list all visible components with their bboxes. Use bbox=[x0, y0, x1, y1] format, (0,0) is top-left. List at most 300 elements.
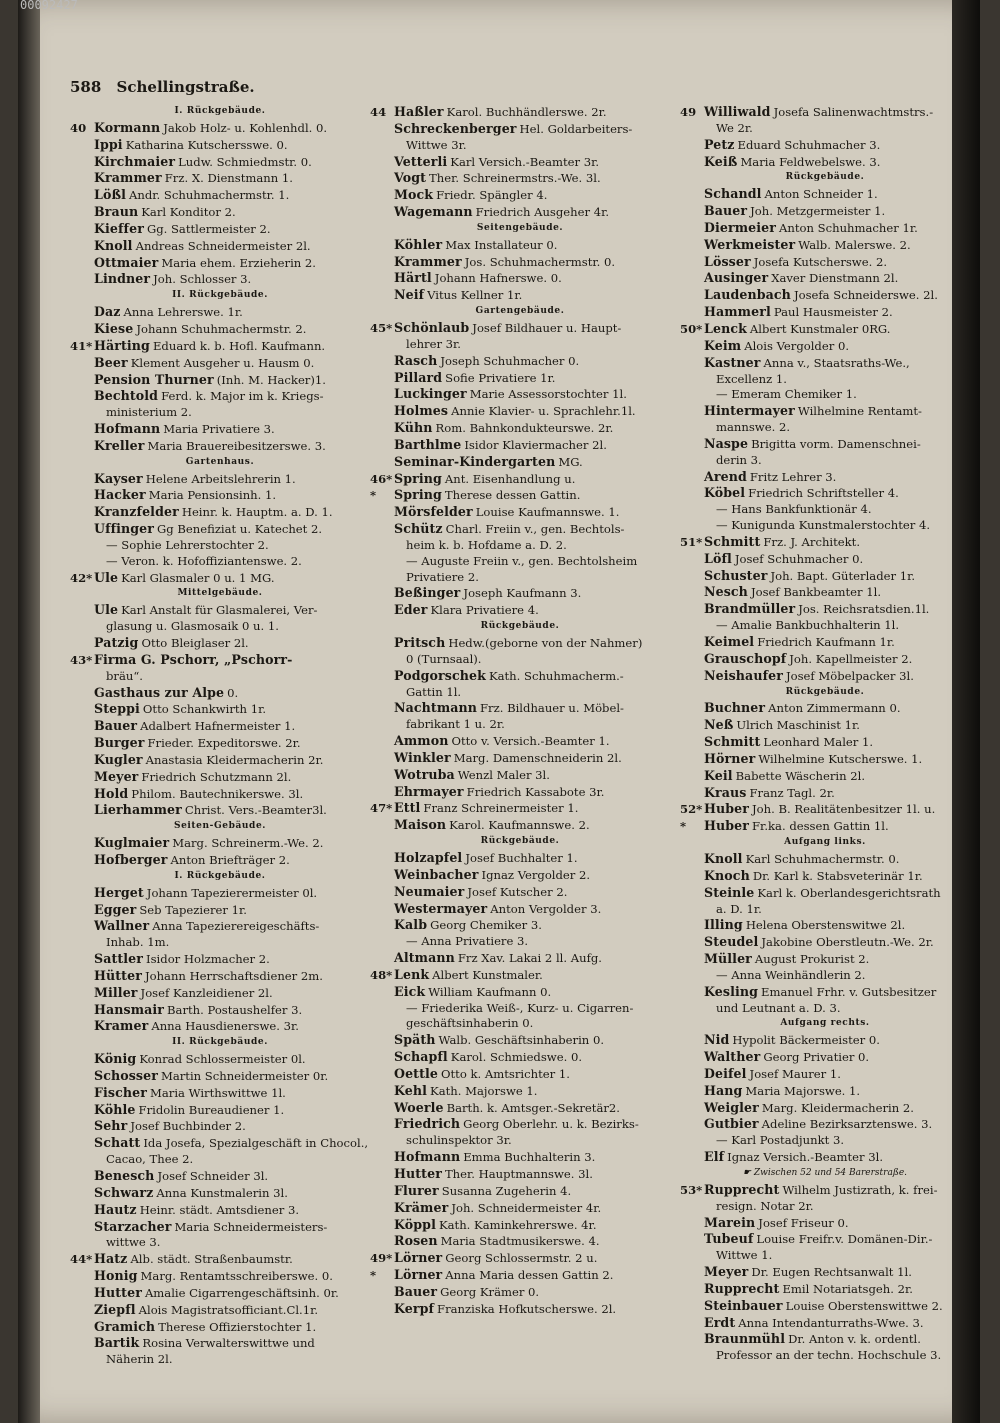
resident-name: Naspe bbox=[704, 435, 749, 451]
entry-continuation: Gattin 1l. bbox=[406, 684, 462, 699]
directory-entry bbox=[370, 487, 670, 504]
directory-entry bbox=[370, 437, 670, 454]
resident-name: Rupprecht bbox=[704, 1280, 780, 1296]
directory-entry bbox=[370, 1301, 670, 1318]
resident-detail: Helene Arbeitslehrerin 1. bbox=[145, 471, 296, 486]
directory-entry bbox=[370, 1083, 670, 1100]
house-number: 42* bbox=[70, 570, 93, 585]
directory-entry bbox=[370, 750, 670, 767]
resident-detail: Georg Chemiker 3. bbox=[430, 918, 542, 933]
directory-entry bbox=[70, 1168, 370, 1185]
directory-entry bbox=[70, 1251, 370, 1268]
directory-entry bbox=[70, 786, 370, 803]
resident-name: König bbox=[94, 1051, 137, 1067]
directory-entry bbox=[70, 1285, 370, 1302]
resident-detail: Emma Buchhalterin 3. bbox=[463, 1150, 596, 1165]
resident-detail: Fr.ka. dessen Gattin 1l. bbox=[752, 819, 889, 834]
directory-entry bbox=[680, 751, 970, 768]
directory-entry bbox=[370, 154, 670, 171]
directory-entry bbox=[70, 1319, 370, 1336]
directory-entry bbox=[680, 154, 970, 171]
resident-name: Kehl bbox=[394, 1082, 428, 1098]
directory-entry bbox=[680, 203, 970, 220]
column-2 bbox=[370, 104, 670, 1318]
resident-name: Schmitt bbox=[704, 734, 761, 750]
directory-entry bbox=[70, 918, 370, 935]
directory-entry bbox=[680, 785, 970, 802]
entry-continuation: — Emeram Chemiker 1. bbox=[716, 387, 857, 402]
directory-entry bbox=[70, 1051, 370, 1068]
resident-name: Huber bbox=[704, 818, 750, 834]
resident-name: Schatt bbox=[94, 1135, 141, 1151]
directory-entry bbox=[70, 154, 370, 171]
resident-detail: Anna Hausdienerswe. 3r. bbox=[151, 1019, 299, 1034]
section-heading: Seiten-Gebäude. bbox=[173, 821, 267, 832]
resident-detail: Wilhelmine Rentamt- bbox=[797, 404, 922, 419]
directory-entry bbox=[70, 1002, 370, 1019]
directory-entry bbox=[680, 1032, 970, 1049]
house-number: 51* bbox=[680, 534, 703, 549]
resident-name: Ziepfl bbox=[94, 1301, 136, 1317]
directory-entry bbox=[370, 1149, 670, 1166]
resident-name: Wagemann bbox=[394, 204, 473, 220]
resident-detail: Anna Lehrerswe. 1r. bbox=[123, 305, 243, 320]
resident-detail: Fritz Lehrer 3. bbox=[749, 469, 837, 484]
entry-continuation: — Karl Postadjunkt 3. bbox=[716, 1133, 845, 1148]
directory-entry bbox=[70, 221, 370, 238]
directory-entry bbox=[70, 802, 370, 819]
resident-name: Spring bbox=[394, 487, 442, 503]
resident-name: Schmitt bbox=[704, 533, 761, 549]
resident-name: Neß bbox=[704, 717, 734, 733]
resident-name: Hofmann bbox=[94, 421, 161, 437]
resident-name: Bauer bbox=[704, 203, 748, 219]
resident-name: Kesling bbox=[704, 983, 759, 999]
directory-entry bbox=[70, 769, 370, 786]
resident-name: Hintermayer bbox=[704, 403, 795, 419]
house-number: 50* bbox=[680, 321, 703, 336]
resident-name: Schuster bbox=[704, 567, 768, 583]
directory-entry bbox=[370, 420, 670, 437]
directory-entry bbox=[370, 237, 670, 254]
resident-name: Lörner bbox=[394, 1250, 443, 1266]
resident-name: Pillard bbox=[394, 369, 443, 385]
directory-entry bbox=[70, 521, 370, 538]
resident-name: Bartik bbox=[94, 1335, 140, 1351]
resident-detail: Ida Josefa, Spezialgeschäft in Chocol., bbox=[143, 1136, 369, 1151]
directory-entry bbox=[370, 504, 670, 521]
resident-detail: Joh. B. Realitätenbesitzer 1l. u. bbox=[752, 802, 936, 817]
resident-detail: Frz. J. Architekt. bbox=[763, 534, 861, 549]
scan-code: 00092427 bbox=[20, 0, 78, 12]
directory-entry bbox=[70, 487, 370, 504]
resident-detail: Marg. Schreinerm.-We. 2. bbox=[172, 836, 324, 851]
resident-name: Starzacher bbox=[94, 1218, 172, 1234]
house-number: * bbox=[370, 488, 377, 503]
resident-detail: Otto Schankwirth 1r. bbox=[142, 702, 267, 717]
entry-continuation: — Hans Bankfunktionär 4. bbox=[716, 502, 872, 517]
resident-detail: Hedw.(geborne von der Nahmer) bbox=[448, 636, 643, 650]
directory-entry bbox=[370, 1049, 670, 1066]
resident-detail: Seb Tapezierer 1r. bbox=[139, 902, 247, 917]
resident-name: Gramich bbox=[94, 1318, 156, 1334]
resident-name: Härtl bbox=[394, 270, 432, 286]
house-number: 48* bbox=[370, 967, 393, 982]
resident-name: Steinle bbox=[704, 884, 755, 900]
directory-entry bbox=[70, 852, 370, 869]
resident-name: Späth bbox=[394, 1032, 436, 1048]
directory-entry bbox=[680, 734, 970, 751]
resident-name: Illing bbox=[704, 917, 743, 933]
resident-name: Friedrich bbox=[394, 1116, 461, 1132]
resident-detail: Anton Vergolder 3. bbox=[490, 901, 602, 916]
directory-page bbox=[18, 0, 980, 1423]
resident-detail: Maria ehem. Erzieherin 2. bbox=[161, 255, 316, 270]
resident-name: Pension Thurner bbox=[94, 371, 214, 387]
resident-name: Hatz bbox=[94, 1251, 128, 1267]
resident-name: Holmes bbox=[394, 403, 449, 419]
resident-detail: Alb. städt. Straßenbaumstr. bbox=[130, 1252, 293, 1267]
directory-entry bbox=[680, 1315, 970, 1332]
directory-entry bbox=[680, 934, 970, 951]
directory-entry bbox=[680, 1066, 970, 1083]
directory-entry bbox=[70, 1118, 370, 1135]
entry-continuation: glasung u. Glasmosaik 0 u. 1. bbox=[106, 619, 279, 634]
resident-name: Lenck bbox=[704, 320, 747, 336]
directory-entry bbox=[70, 685, 370, 702]
directory-entry bbox=[680, 137, 970, 154]
resident-name: Kieffer bbox=[94, 220, 144, 236]
house-number: 52* bbox=[680, 802, 703, 817]
resident-name: Rupprecht bbox=[704, 1181, 780, 1197]
resident-name: Benesch bbox=[94, 1168, 155, 1183]
resident-name: Köhler bbox=[394, 236, 443, 252]
resident-name: Schütz bbox=[394, 521, 443, 537]
resident-name: Köhle bbox=[94, 1101, 136, 1117]
resident-detail: Alois Vergolder 0. bbox=[744, 338, 849, 353]
resident-name: Krammer bbox=[94, 170, 162, 186]
directory-entry bbox=[70, 338, 370, 355]
resident-detail: Franz Tagl. 2r. bbox=[749, 785, 835, 800]
resident-name: Keil bbox=[704, 767, 733, 783]
resident-detail: Walb. Geschäftsinhaberin 0. bbox=[438, 1033, 605, 1048]
directory-entry bbox=[680, 1215, 970, 1232]
resident-name: Kühn bbox=[394, 420, 433, 436]
resident-detail: Joh. Schneidermeister 4r. bbox=[451, 1200, 602, 1215]
resident-name: Knoll bbox=[94, 237, 133, 253]
resident-detail: Katharina Kutschersswe. 0. bbox=[125, 137, 288, 152]
section-heading: I. Rückgebäude. bbox=[174, 106, 266, 116]
directory-entry bbox=[680, 1298, 970, 1315]
directory-entry bbox=[680, 568, 970, 585]
directory-entry bbox=[70, 1068, 370, 1085]
resident-name: Mörsfelder bbox=[394, 504, 473, 520]
resident-name: Beßinger bbox=[394, 585, 461, 601]
directory-entry bbox=[370, 1284, 670, 1301]
directory-entry bbox=[680, 1264, 970, 1281]
resident-name: Vogt bbox=[394, 170, 427, 186]
directory-entry bbox=[680, 338, 970, 355]
resident-detail: Georg Krämer 0. bbox=[440, 1284, 540, 1299]
directory-entry bbox=[680, 768, 970, 785]
directory-entry bbox=[370, 353, 670, 370]
directory-entry bbox=[680, 1116, 970, 1133]
resident-detail: Georg Oberlehr. u. k. Bezirks- bbox=[463, 1117, 639, 1132]
resident-detail: Marg. Kleidermacherin 2. bbox=[761, 1100, 914, 1115]
resident-name: Krämer bbox=[394, 1199, 449, 1215]
resident-detail: Anna Intendanturraths-Wwe. 3. bbox=[738, 1315, 924, 1330]
directory-entry bbox=[370, 1250, 670, 1267]
directory-entry bbox=[680, 917, 970, 934]
resident-detail: Karl Schuhmachermstr. 0. bbox=[745, 851, 900, 866]
resident-detail: Josef Möbelpacker 3l. bbox=[785, 668, 914, 683]
house-number: * bbox=[680, 819, 687, 834]
resident-detail: Johann Herrschaftsdiener 2m. bbox=[144, 968, 323, 983]
resident-detail: Joseph Kaufmann 3. bbox=[463, 586, 582, 601]
resident-name: Knoll bbox=[704, 850, 743, 866]
directory-entry bbox=[70, 1202, 370, 1219]
resident-name: Seminar-Kindergarten bbox=[394, 453, 556, 469]
directory-entry bbox=[70, 652, 370, 669]
directory-entry bbox=[70, 1135, 370, 1152]
entry-continuation: Privatiere 2. bbox=[406, 569, 479, 584]
directory-entry bbox=[680, 1331, 970, 1348]
directory-entry bbox=[370, 1066, 670, 1083]
house-number: 40 bbox=[70, 120, 87, 135]
directory-entry bbox=[70, 1185, 370, 1202]
resident-detail: Heinr. k. Hauptm. a. D. 1. bbox=[181, 505, 333, 520]
resident-name: Werkmeister bbox=[704, 236, 796, 252]
resident-detail: Josef Buchhalter 1. bbox=[465, 850, 578, 865]
resident-detail: Friedrich Schriftsteller 4. bbox=[748, 486, 899, 501]
section-heading: Aufgang rechts. bbox=[780, 1018, 870, 1029]
resident-detail: Louise Kaufmannswe. 1. bbox=[475, 505, 620, 520]
resident-name: Laudenbach bbox=[704, 287, 791, 303]
resident-name: Nesch bbox=[704, 584, 748, 600]
resident-name: Burger bbox=[94, 735, 145, 751]
resident-detail: Maria Stadtmusikerswe. 4. bbox=[440, 1234, 600, 1249]
entry-continuation: lehrer 3r. bbox=[406, 336, 461, 351]
resident-name: Meyer bbox=[94, 768, 139, 784]
directory-entry bbox=[370, 104, 670, 121]
resident-detail: Anna Maria dessen Gattin 2. bbox=[445, 1268, 614, 1283]
resident-detail: Anastasia Kleidermacherin 2r. bbox=[145, 752, 324, 767]
directory-entry bbox=[680, 1100, 970, 1117]
resident-name: Knoch bbox=[704, 867, 750, 883]
resident-name: Wallner bbox=[94, 918, 150, 934]
section-heading: Rückgebäude. bbox=[785, 686, 865, 697]
resident-name: Haßler bbox=[394, 104, 444, 119]
directory-entry bbox=[70, 170, 370, 187]
directory-entry bbox=[370, 585, 670, 602]
resident-name: Hold bbox=[94, 785, 129, 801]
resident-detail: Josef Maurer 1. bbox=[749, 1066, 841, 1081]
resident-detail: Walb. Malerswe. 2. bbox=[798, 237, 911, 252]
resident-name: Marein bbox=[704, 1214, 756, 1230]
house-number: 47* bbox=[370, 801, 393, 816]
resident-detail: Emil Notariatsgeh. 2r. bbox=[782, 1281, 913, 1296]
resident-detail: Maria Pensionsinh. 1. bbox=[148, 488, 277, 503]
resident-name: Arend bbox=[704, 468, 747, 484]
directory-entry bbox=[370, 254, 670, 271]
directory-entry bbox=[70, 1335, 370, 1352]
resident-name: Neumaier bbox=[394, 883, 465, 899]
resident-detail: Wilhelm Justizrath, k. frei- bbox=[782, 1182, 938, 1197]
resident-detail: Josef Kanzleidiener 2l. bbox=[140, 985, 273, 1000]
directory-entry bbox=[70, 1085, 370, 1102]
resident-name: Luckinger bbox=[394, 386, 467, 402]
directory-entry bbox=[680, 485, 970, 502]
resident-detail: Friedrich Kassabote 3r. bbox=[466, 784, 605, 799]
resident-detail: Jos. Schuhmachermstr. 0. bbox=[464, 254, 616, 269]
resident-detail: Leonhard Maler 1. bbox=[763, 735, 874, 750]
directory-entry bbox=[680, 868, 970, 885]
directory-entry bbox=[680, 220, 970, 237]
resident-detail: Ant. Eisenhandlung u. bbox=[444, 471, 576, 486]
resident-name: Eder bbox=[394, 602, 428, 618]
resident-name: Härting bbox=[94, 337, 150, 353]
resident-detail: Anna Tapezierereigeschäfts- bbox=[152, 919, 320, 934]
resident-detail: Helena Oberstenswitwe 2l. bbox=[745, 918, 906, 933]
resident-name: Ettl bbox=[394, 800, 421, 816]
resident-name: Nachtmann bbox=[394, 700, 478, 716]
directory-entry bbox=[370, 454, 670, 471]
resident-name: Hautz bbox=[94, 1201, 137, 1217]
resident-name: Patzig bbox=[94, 635, 139, 650]
binding-shadow bbox=[18, 0, 40, 1423]
directory-entry bbox=[70, 1102, 370, 1119]
resident-detail: Frieder. Expeditorswe. 2r. bbox=[147, 736, 301, 751]
resident-name: Beer bbox=[94, 354, 128, 370]
resident-name: Hutter bbox=[94, 1284, 142, 1300]
resident-name: Schönlaub bbox=[394, 319, 470, 335]
resident-detail: Ignaz Vergolder 2. bbox=[481, 867, 591, 882]
directory-entry bbox=[680, 1231, 970, 1248]
resident-name: Barthlme bbox=[394, 436, 462, 452]
resident-detail: Jakobine Oberstleutn.-We. 2r. bbox=[761, 935, 934, 950]
resident-detail: Otto Bleiglaser 2l. bbox=[141, 636, 249, 650]
resident-detail: Susanna Zugeherin 4. bbox=[441, 1183, 572, 1198]
resident-detail: Karol. Kaufmannswe. 2. bbox=[449, 818, 590, 833]
directory-entry bbox=[680, 287, 970, 304]
resident-detail: William Kaufmann 0. bbox=[428, 984, 552, 999]
resident-detail: Albert Kunstmaler 0RG. bbox=[749, 321, 891, 336]
resident-detail: Barth. Postaushelfer 3. bbox=[167, 1002, 303, 1017]
resident-name: Brandmüller bbox=[704, 601, 796, 617]
resident-detail: Georg Schlossermstr. 2 u. bbox=[445, 1251, 598, 1266]
resident-detail: Anna v., Staatsraths-We., bbox=[763, 355, 910, 370]
directory-entry bbox=[70, 635, 370, 652]
resident-name: Krammer bbox=[394, 253, 462, 269]
directory-entry bbox=[680, 104, 970, 121]
resident-detail: Fridolin Bureaudiener 1. bbox=[138, 1102, 285, 1117]
directory-entry bbox=[70, 504, 370, 521]
resident-detail: Vitus Kellner 1r. bbox=[427, 288, 523, 303]
resident-detail: Karol. Schmiedswe. 0. bbox=[450, 1050, 583, 1065]
resident-name: Hofmann bbox=[394, 1149, 461, 1165]
directory-entry bbox=[370, 700, 670, 717]
resident-name: Sattler bbox=[94, 951, 144, 967]
directory-entry bbox=[370, 784, 670, 801]
resident-name: Neishaufer bbox=[704, 667, 783, 683]
directory-entry bbox=[370, 850, 670, 867]
resident-detail: Max Installateur 0. bbox=[445, 237, 558, 252]
directory-entry bbox=[370, 204, 670, 221]
resident-detail: Joh. Bapt. Güterlader 1r. bbox=[770, 568, 916, 583]
entry-continuation: — Amalie Bankbuchhalterin 1l. bbox=[716, 618, 900, 633]
resident-name: Daz bbox=[94, 304, 121, 320]
directory-entry bbox=[70, 835, 370, 852]
resident-detail: Jakob Holz- u. Kohlenhdl. 0. bbox=[163, 120, 328, 135]
resident-name: Oettle bbox=[394, 1065, 439, 1081]
resident-detail: Eduard k. b. Hofl. Kaufmann. bbox=[152, 338, 326, 353]
directory-entry bbox=[70, 120, 370, 137]
entry-continuation: schulinspektor 3r. bbox=[406, 1133, 512, 1148]
resident-name: Gasthaus zur Alpe bbox=[94, 684, 225, 700]
resident-detail: Hypolit Bäckermeister 0. bbox=[732, 1033, 880, 1048]
resident-detail: Barth. k. Amtsger.-Sekretär2. bbox=[446, 1100, 620, 1115]
resident-detail: Karol. Buchhändlerswe. 2r. bbox=[446, 105, 607, 119]
directory-entry bbox=[370, 867, 670, 884]
directory-entry bbox=[370, 1233, 670, 1250]
resident-detail: Josefa Kutscherswe. 2. bbox=[753, 254, 888, 269]
directory-entry bbox=[70, 701, 370, 718]
directory-entry bbox=[680, 984, 970, 1001]
resident-detail: Anna Kunstmalerin 3l. bbox=[156, 1185, 288, 1200]
resident-name: Ule bbox=[94, 602, 119, 618]
entry-continuation: Näherin 2l. bbox=[106, 1352, 173, 1367]
resident-detail: Amalie Cigarrengeschäftsinh. 0r. bbox=[144, 1285, 339, 1300]
house-number: 46* bbox=[370, 471, 393, 486]
resident-name: Löfl bbox=[704, 550, 732, 566]
directory-entry bbox=[70, 421, 370, 438]
directory-entry bbox=[370, 817, 670, 834]
directory-entry bbox=[370, 984, 670, 1001]
section-heading: II. Rückgebäude. bbox=[172, 290, 268, 301]
directory-entry bbox=[70, 602, 370, 619]
resident-name: Kraus bbox=[704, 784, 747, 800]
entry-continuation: derin 3. bbox=[716, 452, 762, 467]
resident-detail: Jos. Reichsratsdien.1l. bbox=[798, 602, 930, 617]
directory-entry bbox=[70, 187, 370, 204]
entry-continuation: resign. Notar 2r. bbox=[716, 1198, 814, 1213]
resident-detail: 0. bbox=[227, 685, 239, 700]
resident-name: Kugler bbox=[94, 751, 143, 767]
directory-entry bbox=[680, 355, 970, 372]
directory-entry bbox=[680, 651, 970, 668]
directory-entry bbox=[370, 1116, 670, 1133]
directory-entry bbox=[370, 370, 670, 387]
resident-detail: Annie Klavier- u. Sprachlehr.1l. bbox=[451, 404, 636, 419]
resident-name: Hörner bbox=[704, 750, 756, 766]
directory-entry bbox=[370, 1183, 670, 1200]
entry-continuation: — Sophie Lehrerstochter 2. bbox=[106, 537, 269, 552]
resident-name: Wotruba bbox=[394, 766, 455, 782]
house-number: 44* bbox=[70, 1252, 93, 1267]
resident-detail: Albert Kunstmaler. bbox=[432, 967, 543, 982]
resident-name: Maison bbox=[394, 817, 447, 833]
entry-continuation: mannswe. 2. bbox=[716, 420, 791, 435]
resident-detail: Joh. Kapellmeister 2. bbox=[789, 651, 913, 666]
resident-name: Steinbauer bbox=[704, 1297, 783, 1313]
directory-entry bbox=[680, 851, 970, 868]
resident-name: Diermeier bbox=[704, 219, 777, 235]
resident-name: Westermayer bbox=[394, 900, 488, 916]
resident-detail: Kath. Majorswe 1. bbox=[430, 1083, 538, 1098]
resident-name: Ausinger bbox=[704, 270, 769, 286]
resident-name: Kayser bbox=[94, 470, 143, 486]
resident-detail: Otto k. Amtsrichter 1. bbox=[441, 1066, 570, 1081]
